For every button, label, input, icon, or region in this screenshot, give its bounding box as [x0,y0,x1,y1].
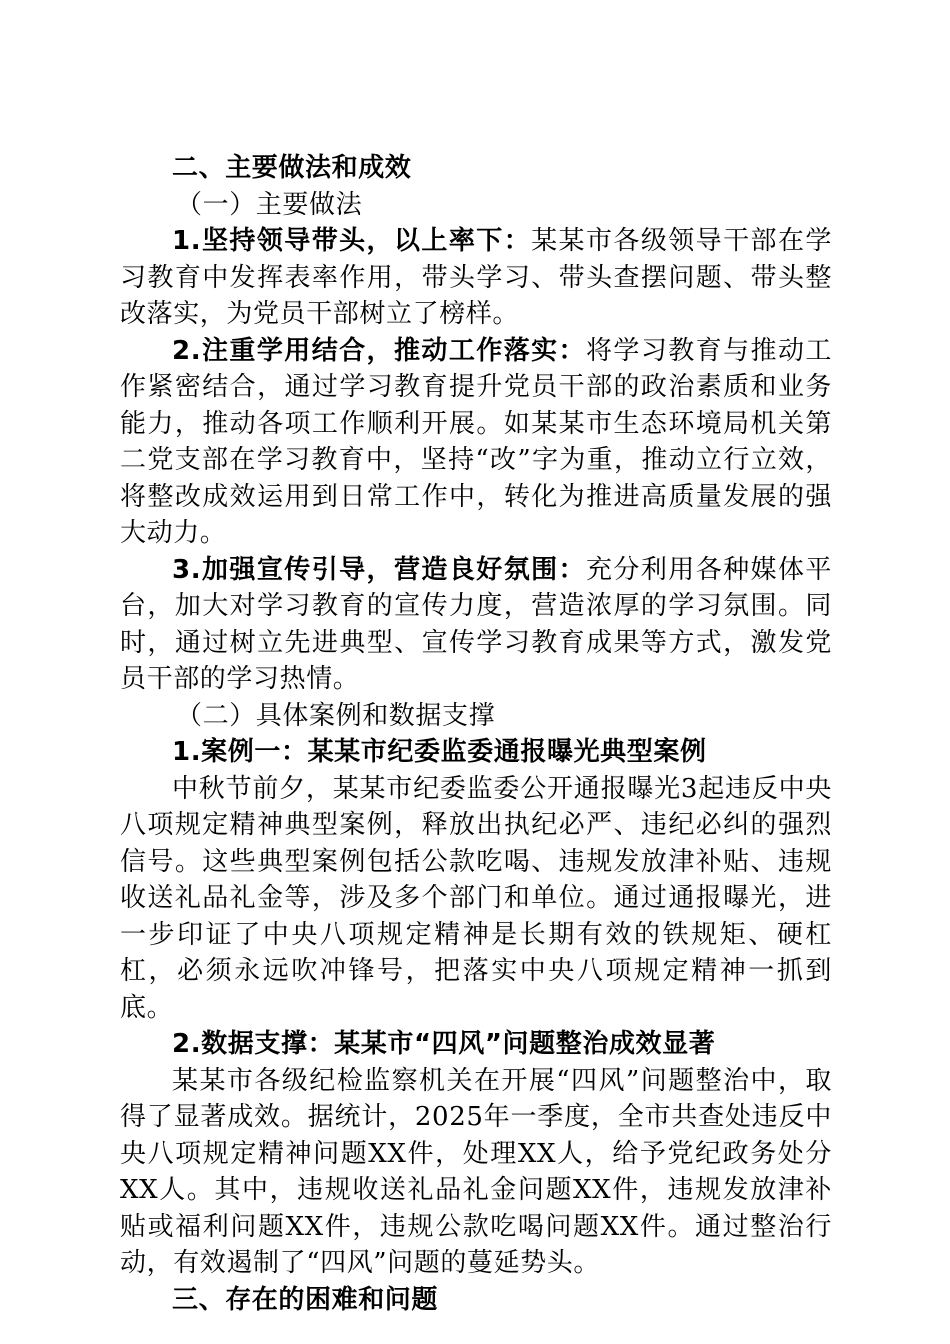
section3-heading: 三、存在的困难和问题 [172,1284,439,1315]
item3-paragraph [120,552,832,698]
item1-lead: 1.坚持领导带头，以上率下： [172,226,532,256]
case2-paragraph: 某某市各级纪检监察机关在开展“四风”问题整治中，取得了显著成效。据统计，2025年一季度，全市共查处违反中央八项规定精神问题XX件，处理XX人，给予党纪政务处分XX人。其中，违规收送礼品礼金问题XX件，违规发放津补贴或福利问题XX件，违规公款吃喝问题XX件。通过整治行动，有效遏制了“四风”问题的蔓延势头。 [120,1065,832,1278]
item2-lead: 2.注重学用结合，推动工作落实： [172,335,586,366]
section2-heading: 二、主要做法和成效 [172,153,412,183]
item3-lead: 3.加强宣传引导，营造良好氛围： [172,554,586,585]
item2-paragraph [120,333,832,552]
case1-heading: 1.案例一：某某市纪委监委通报曝光典型案例 [172,737,707,767]
item1-text: 某某市各级领导干部在学习教育中发挥表率作用，带头学习、带头查摆问题、带头整改落实，为党员干部树立了榜样。 [120,226,832,329]
item1-paragraph [120,223,832,333]
item3-text: 充分利用各种媒体平台，加大对学习教育的宣传力度，营造浓厚的学习氛围。同时，通过树立先进典型、宣传学习教育成果等方式，激发党员干部的学习热情。 [120,554,832,694]
case1-paragraph: 中秋节前夕，某某市纪委监委公开通报曝光3起违反中央八项规定精神典型案例，释放出执纪必严、违纪必纠的强烈信号。这些典型案例包括公款吃喝、违规发放津补贴、违规收送礼品礼金等，涉及多个部门和单位。通过通报曝光，进一步印证了中央八项规定精神是长期有效的铁规矩、硬杠杠，必须永远吹冲锋号，把落实中央八项规定精神一抓到底。 [120,773,832,1023]
document-body [120,150,832,1318]
subsection1-heading: （一）主要做法 [176,189,363,220]
subsection2-heading: （二）具体案例和数据支撑 [176,700,496,731]
case2-heading: 2.数据支撑：某某市“四风”问题整治成效显著 [172,1029,716,1059]
item2-text: 将学习教育与推动工作紧密结合，通过学习教育提升党员干部的政治素质和业务能力，推动各项工作顺利开展。如某某市生态环境局机关第二党支部在学习教育中，坚持“改”字为重，推动立行立效，将整改成效运用到日常工作中，转化为推进高质量发展的强大动力。 [120,335,832,548]
